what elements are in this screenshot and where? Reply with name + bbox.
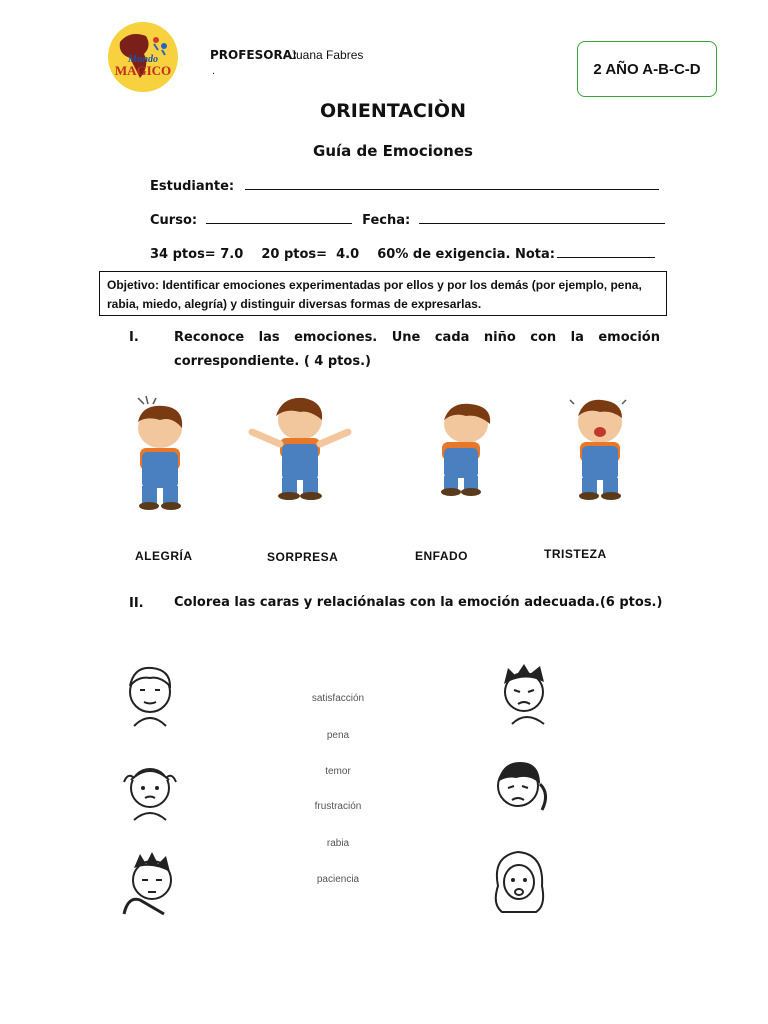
word-3: temor [325, 766, 351, 777]
logo-text-magico: MAGICO [114, 63, 172, 78]
objective-box [99, 271, 667, 316]
teacher-dot: . [212, 66, 216, 77]
face-left-2 [120, 758, 180, 822]
school-logo [106, 20, 180, 94]
grade-text: 2 AÑO A-B-C-D [593, 60, 701, 78]
boy-figure-1 [120, 392, 200, 512]
boy-figure-3 [424, 398, 504, 498]
teacher-name: Juana Fabres [290, 48, 364, 62]
face-right-1 [496, 660, 556, 726]
score-text: 34 ptos= 7.0 20 ptos= 4.0 60% de exigencia. Nota: [150, 247, 555, 262]
section-1-line-1: Reconoce las emociones. Une cada niño con la emoción [174, 330, 660, 345]
emotion-label-3: ENFADO [415, 549, 469, 563]
section-1-line-2: correspondiente. ( 4 ptos.) [174, 354, 371, 369]
face-left-1 [120, 660, 180, 728]
word-5: rabia [326, 838, 350, 849]
emotion-label-4: TRISTEZA [544, 547, 607, 561]
objective-text: Objetivo: Identificar emociones experimentadas por ellos y por los demás (por ejemplo, pena, rabia, miedo, alegría) y distinguir diversas formas de expresarlas. [107, 278, 642, 311]
section-2-number: II. [129, 596, 144, 611]
course-label: Curso: [150, 213, 198, 228]
boy-figure-2 [248, 392, 352, 504]
word-1: satisfacción [311, 693, 365, 704]
course-date-field [150, 211, 665, 228]
score-field [150, 245, 655, 262]
grade-box [577, 41, 717, 97]
word-2: pena [326, 730, 350, 741]
boy-figure-4 [560, 392, 640, 504]
student-blank[interactable] [245, 177, 659, 190]
face-left-3 [120, 848, 180, 916]
student-field [150, 177, 659, 194]
student-label: Estudiante: [150, 179, 235, 194]
grade-blank[interactable] [557, 245, 655, 258]
date-blank[interactable] [419, 211, 665, 224]
face-right-2 [486, 754, 552, 820]
word-4: frustración [314, 801, 362, 812]
page-subtitle: Guía de Emociones [313, 142, 473, 160]
section-2-text: Colorea las caras y relaciónalas con la emoción adecuada.(6 ptos.) [174, 595, 663, 610]
emotion-label-2: SORPRESA [267, 550, 339, 564]
logo-text-mundo: Mundo [127, 54, 159, 65]
face-right-3 [488, 846, 550, 916]
date-label: Fecha: [362, 213, 411, 228]
section-1-number: I. [129, 330, 139, 345]
emotion-label-1: ALEGRÍA [135, 549, 193, 563]
word-6: paciencia [316, 874, 360, 885]
teacher-label: PROFESORA: [210, 48, 298, 62]
page-title: ORIENTACIÒN [320, 100, 466, 122]
course-blank[interactable] [206, 211, 352, 224]
